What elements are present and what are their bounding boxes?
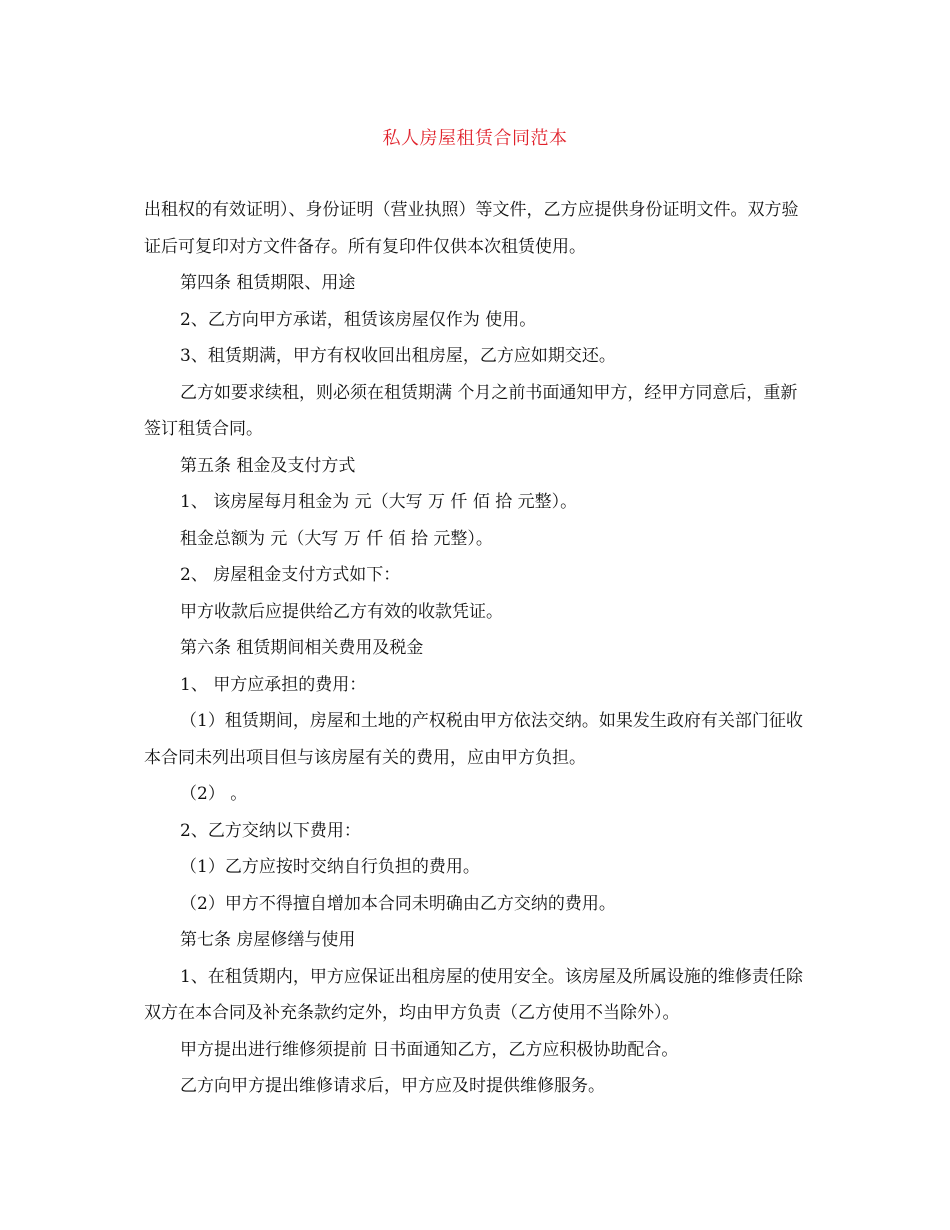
document-body — [144, 192, 806, 1105]
contract-paragraph: 第四条 租赁期限、用途 — [180, 273, 356, 293]
contract-paragraph: 3、租赁期满，甲方有权收回出租房屋，乙方应如期交还。 — [180, 346, 616, 366]
contract-paragraph: 租金总额为 元（大写 万 仟 佰 拾 元整）。 — [180, 528, 493, 549]
contract-paragraph: 乙方向甲方提出维修请求后，甲方应及时提供维修服务。 — [180, 1076, 605, 1096]
contract-paragraph: 甲方提出进行维修须提前 日书面通知乙方，乙方应积极协助配合。 — [180, 1039, 679, 1060]
contract-paragraph: 甲方收款后应提供给乙方有效的收款凭证。 — [180, 601, 503, 622]
contract-paragraph: （2） 。 — [180, 784, 248, 804]
contract-paragraph: （1）乙方应按时交纳自行负担的费用。 — [180, 857, 480, 877]
contract-paragraph: 第五条 租金及支付方式 — [180, 455, 356, 476]
contract-paragraph: 第七条 房屋修缮与使用 — [180, 930, 356, 950]
contract-paragraph: （2）甲方不得擅自增加本合同未明确由乙方交纳的费用。 — [180, 893, 616, 914]
contract-paragraph: 1、 甲方应承担的费用： — [180, 674, 367, 695]
contract-paragraph: 2、乙方向甲方承诺，租赁该房屋仅作为 使用。 — [180, 309, 537, 330]
contract-paragraph: 2、 房屋租金支付方式如下： — [180, 565, 401, 585]
contract-paragraph: 1、 该房屋每月租金为 元（大写 万 仟 佰 拾 元整）。 — [180, 492, 578, 512]
page-title: 私人房屋租赁合同范本 — [382, 128, 568, 149]
contract-paragraph: 2、乙方交纳以下费用： — [180, 820, 361, 841]
contract-paragraph: 1、在租赁期内，甲方应保证出租房屋的使用安全。该房屋及所属设施的维修责任除双方在本合同及补充条款约定外，均由甲方负责（乙方使用不当除外）。 — [144, 966, 803, 1023]
contract-paragraph: 第六条 租赁期间相关费用及税金 — [180, 638, 424, 658]
contract-paragraph: 出租权的有效证明）、身份证明（营业执照）等文件，乙方应提供身份证明文件。双方验证后可复印对方文件备存。所有复印件仅供本次租赁使用。 — [144, 200, 799, 257]
contract-paragraph: 乙方如要求续租，则必须在租赁期满 个月之前书面通知甲方，经甲方同意后，重新签订租赁合同。 — [144, 382, 798, 439]
contract-paragraph: （1）租赁期间，房屋和土地的产权税由甲方依法交纳。如果发生政府有关部门征收本合同未列出项目但与该房屋有关的费用，应由甲方负担。 — [144, 711, 803, 768]
